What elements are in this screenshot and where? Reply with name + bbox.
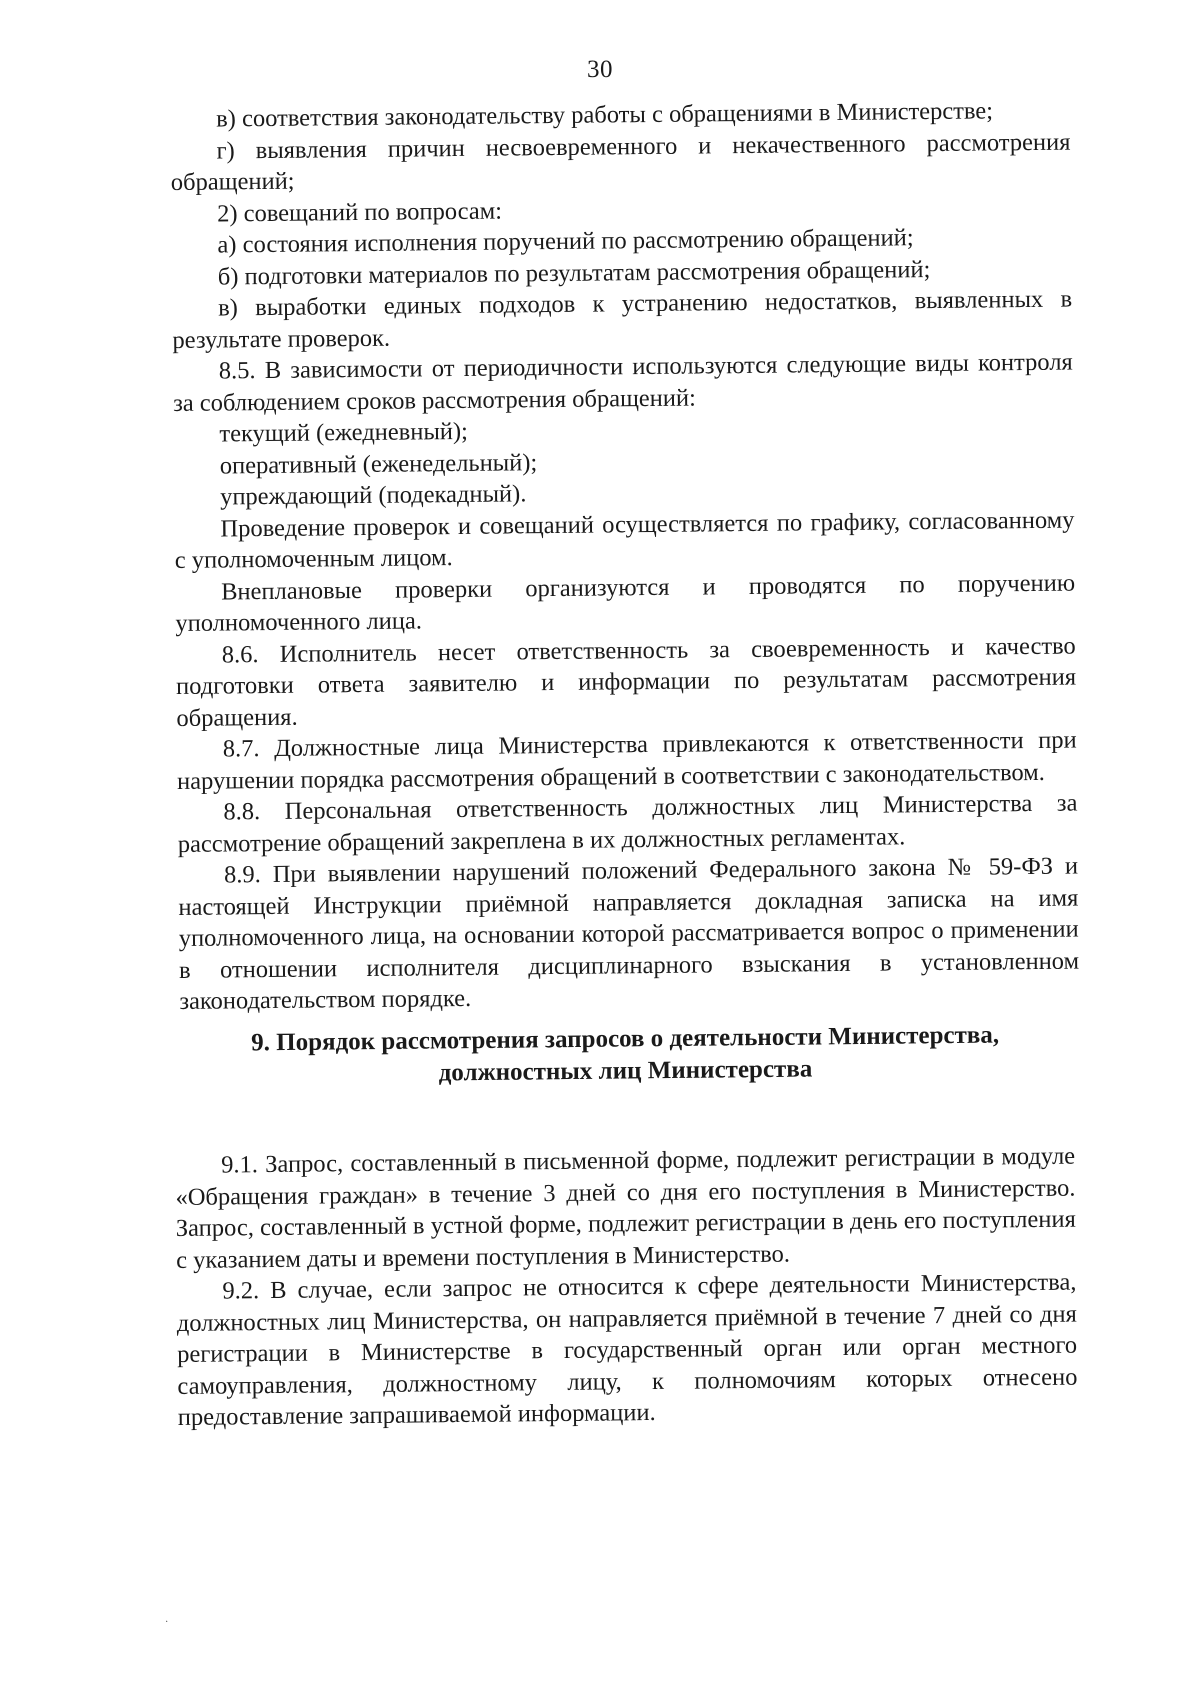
heading-line: должностных лиц Министерства bbox=[438, 1055, 813, 1087]
paragraph: 9.1. Запрос, составленный в письменной форме, подлежит регистрации в модуле «Обращения граждан» в течение 3 дней со дня его поступления в Министерство. Запрос, составленный в устной форме, подлежит регистрации в день его поступления с указанием даты и времени поступления в Министерство. bbox=[175, 1142, 1076, 1274]
page-number: 30 bbox=[587, 56, 613, 83]
scan-speck: ․ bbox=[165, 1614, 169, 1625]
paragraph: Внеплановые проверки организуются и проводятся по поручению уполномоченного лица. bbox=[175, 569, 1076, 637]
paragraph: 8.7. Должностные лица Министерства привлекаются к ответственности при нарушении порядка рассмотрения обращений в соответствии с законодательством. bbox=[176, 726, 1077, 795]
paragraph: 2) совещаний по вопросам: bbox=[217, 197, 503, 228]
paragraph: Проведение проверок и совещаний осуществляется по графику, согласованному с уполномоченным лицом. bbox=[174, 506, 1075, 574]
paragraph: г) выявления причин несвоевременного и некачественного рассмотрения обращений; bbox=[170, 128, 1071, 196]
section-9-heading bbox=[195, 1019, 1056, 1092]
heading-line: 9. Порядок рассмотрения запросов о деятельности Министерства, bbox=[251, 1021, 1000, 1057]
paragraph: 9.2. В случае, если запрос не относится к сфере деятельности Министерства, должностных лиц Министерства, он направляется приёмной в течение 7 дней со дня регистрации в Министерстве в государственный орган или орган местного самоуправления, должностному лицу, к полномочиям которых отнесено предоставление запрашиваемой информации. bbox=[176, 1268, 1078, 1431]
paragraph: упреждающий (подекадный). bbox=[219, 480, 527, 511]
paragraph: б) подготовки материалов по результатам рассмотрения обращений; bbox=[217, 255, 931, 291]
section-8-body bbox=[170, 95, 1080, 1018]
paragraph: текущий (ежедневный); bbox=[219, 417, 469, 448]
paragraph: в) соответствия законодательству работы с обращениями в Министерстве; bbox=[216, 97, 994, 133]
paragraph: 8.6. Исполнитель несет ответственность за своевременность и качество подготовки ответа заявителю и информации по результатам рассмотрения обращения. bbox=[175, 632, 1077, 732]
paragraph: 8.5. В зависимости от периодичности используются следующие виды контроля за соблюдением сроков рассмотрения обращений: bbox=[172, 348, 1073, 417]
section-9-body bbox=[175, 1141, 1078, 1434]
paragraph: а) состояния исполнения поручений по рассмотрению обращений; bbox=[217, 224, 914, 259]
paragraph: в) выработки единых подходов к устранению недостатков, выявленных в результате проверок. bbox=[172, 285, 1073, 354]
paragraph: 8.9. При выявлении нарушений положений Федерального закона № 59-ФЗ и настоящей Инструкции приёмной направляется докладная записка на имя уполномоченного лица, на основании которой рассматривается вопрос о применении в отношении исполнителя дисциплинарного взыскания в установленном законодательством порядке. bbox=[178, 852, 1080, 1015]
paragraph: оперативный (еженедельный); bbox=[219, 448, 538, 479]
paragraph: 8.8. Персональная ответственность должностных лиц Министерства за рассмотрение обращений закреплена в их должностных регламентах. bbox=[177, 789, 1078, 858]
